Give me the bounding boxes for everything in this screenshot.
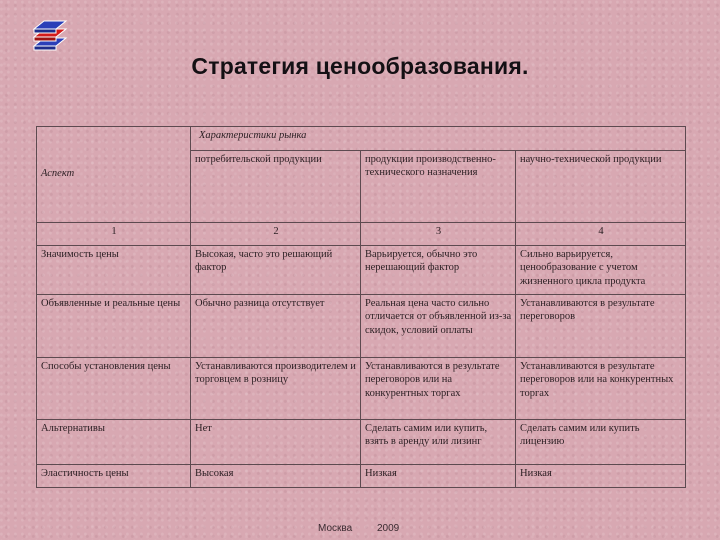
table-cell: Сделать самим или купить лицензию [516, 420, 686, 465]
table-cell: Устанавливаются в результате переговоров или на конкурентных торгах [516, 358, 686, 420]
row-aspect: Значимость цены [37, 246, 191, 295]
row-aspect: Эластичность цены [37, 465, 191, 488]
row-aspect: Альтернативы [37, 420, 191, 465]
column-number: 1 [37, 223, 191, 246]
pricing-strategy-table [36, 126, 686, 488]
table-cell: Сильно варьируется, ценообразование с учетом жизненного цикла продукта [516, 246, 686, 295]
table-row [37, 358, 686, 420]
table-row [37, 420, 686, 465]
table-header-row [37, 127, 686, 151]
aspect-header: Аспект [37, 127, 191, 223]
column-number-row [37, 223, 686, 246]
table-cell: Низкая [516, 465, 686, 488]
table-cell: Нет [191, 420, 361, 465]
table-row [37, 465, 686, 488]
column-header-consumer: потребительской продукции [191, 151, 361, 223]
row-aspect: Объявленные и реальные цены [37, 295, 191, 358]
table-cell: Устанавливаются производителем и торговцем в розницу [191, 358, 361, 420]
footer-year: 2009 [377, 523, 400, 534]
table-cell: Высокая, часто это решающий фактор [191, 246, 361, 295]
market-characteristics-header: Характеристики рынка [191, 127, 686, 151]
table-cell: Обычно разница отсутствует [191, 295, 361, 358]
table-cell: Высокая [191, 465, 361, 488]
column-header-scientific: научно-технической продукции [516, 151, 686, 223]
footer-city: Москва [318, 523, 353, 534]
table-row [37, 295, 686, 358]
table-cell: Устанавливаются в результате переговоров [516, 295, 686, 358]
table-cell: Низкая [361, 465, 516, 488]
column-number: 3 [361, 223, 516, 246]
column-number: 2 [191, 223, 361, 246]
table-cell: Сделать самим или купить, взять в аренду или лизинг [361, 420, 516, 465]
table-row [37, 246, 686, 295]
table-cell: Реальная цена часто сильно отличается от объявленной из-за скидок, условий оплаты [361, 295, 516, 358]
row-aspect: Способы установления цены [37, 358, 191, 420]
table-cell: Варьируется, обычно это нерешающий фактор [361, 246, 516, 295]
column-number: 4 [516, 223, 686, 246]
table-cell: Устанавливаются в результате переговоров или на конкурентных торгах [361, 358, 516, 420]
page-title: Стратегия ценообразования. [191, 53, 529, 79]
stacked-books-logo-icon [30, 20, 70, 54]
column-header-industrial: продукции производственно-технического назначения [361, 151, 516, 223]
